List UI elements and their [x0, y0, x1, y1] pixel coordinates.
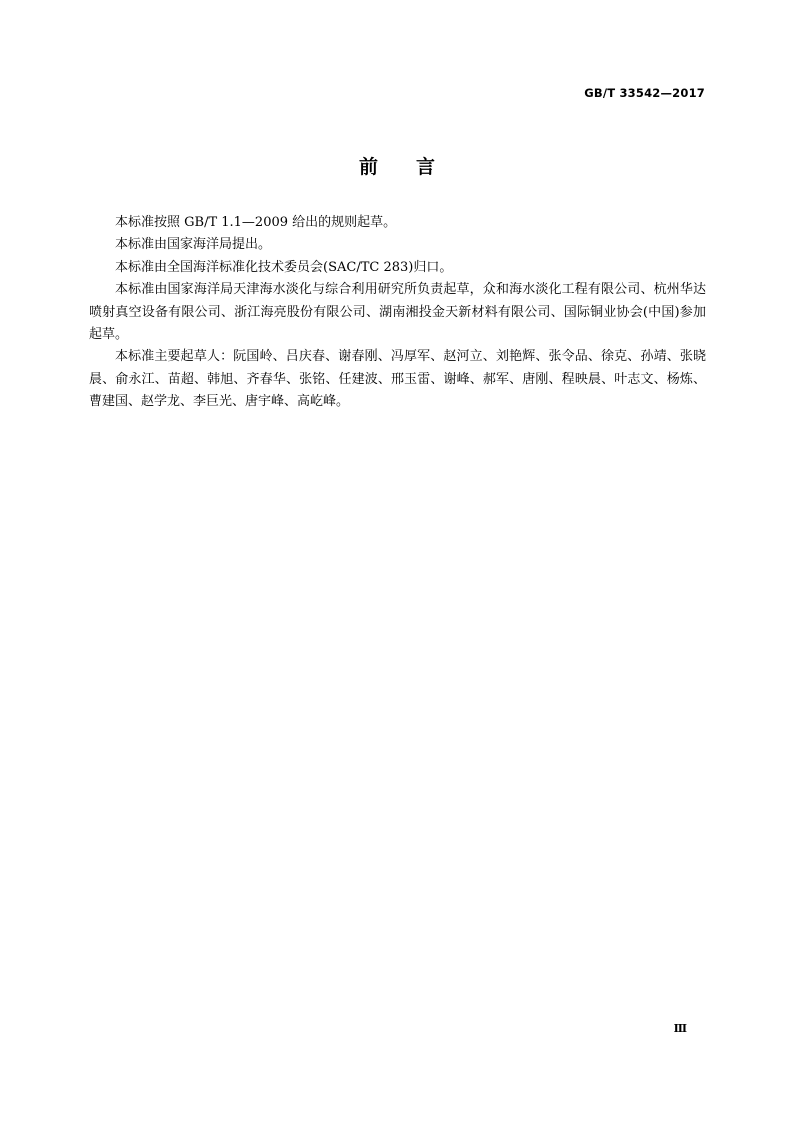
paragraph-proposer: 本标准由国家海洋局提出。	[115, 237, 272, 253]
page-title: 前言	[358, 156, 473, 178]
paragraph-drafters: 本标准主要起草人：阮国岭、吕庆春、谢春刚、冯厚军、赵河立、刘艳辉、张令品、徐克、孙靖、张晓晨、俞永江、苗超、韩旭、齐春华、张铭、任建波、邢玉雷、谢峰、郝军、唐刚、程映晨、叶志文、杨炼、曹建国、赵学龙、李巨光、唐宇峰、高屹峰。	[89, 349, 706, 410]
standard-number: GB/T 33542—2017	[584, 86, 705, 100]
page-number: Ⅲ	[673, 1022, 687, 1035]
paragraph-committee: 本标准由全国海洋标准化技术委员会(SAC/TC 283)归口。	[115, 259, 453, 275]
paragraph-drafting-rules: 本标准按照 GB/T 1.1—2009 给出的规则起草。	[115, 215, 397, 230]
preface-body	[89, 212, 706, 414]
paragraph-drafting-units: 本标准由国家海洋局天津海水淡化与综合利用研究所负责起草，众和海水淡化工程有限公司、杭州华达喷射真空设备有限公司、浙江海亮股份有限公司、湖南湘投金天新材料有限公司、国际铜业协会(中国)参加起草。	[89, 282, 706, 343]
